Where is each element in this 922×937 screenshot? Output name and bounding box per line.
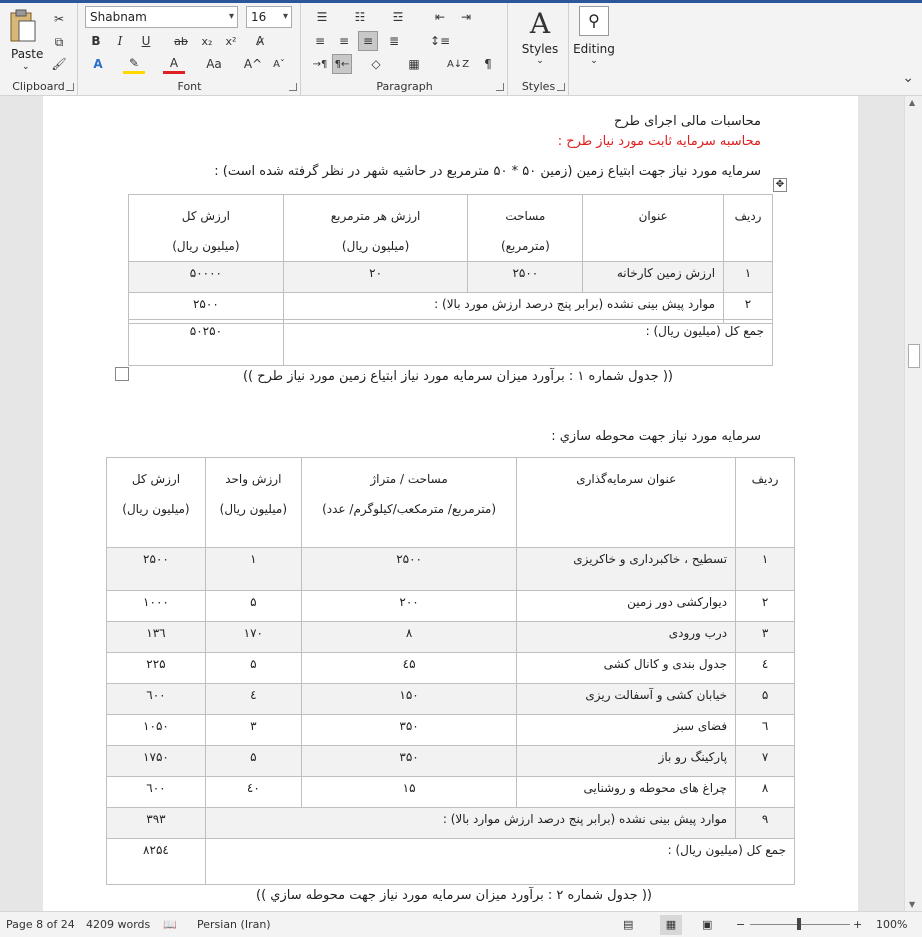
strikethrough-button[interactable]: ab (174, 34, 188, 48)
chevron-down-icon: ⌄ (22, 62, 30, 72)
font-color-icon[interactable]: A (163, 54, 185, 74)
paste-label: Paste (11, 47, 44, 61)
cell: پارکینگ رو باز (517, 746, 736, 777)
zoom-level[interactable]: 100% (876, 918, 908, 931)
cell: ۲ (724, 293, 773, 324)
align-left-icon[interactable]: ≡ (314, 34, 326, 48)
heading-fixed-capital: محاسبه سرمایه ثابت مورد نیاز طرح : (557, 134, 761, 149)
font-group (79, 3, 301, 95)
font-launcher-icon[interactable] (289, 83, 297, 91)
cell: ۷ (736, 746, 795, 777)
line-spacing-icon[interactable]: ↕≡ (429, 34, 451, 48)
highlight-icon[interactable]: ✎ (123, 54, 145, 74)
align-right-icon[interactable]: ≡ (358, 31, 378, 51)
table-row (129, 262, 773, 293)
cell: ارزش زمین کارخانه (583, 262, 724, 293)
borders-icon[interactable]: ▦ (408, 57, 420, 71)
chevron-down-icon: ▾ (282, 11, 288, 22)
table-row (107, 746, 795, 777)
header-cell: ردیف (724, 195, 773, 262)
heading-financial: محاسبات مالی اجرای طرح (614, 114, 761, 129)
cell: موارد پیش بینی نشده (برابر پنج درصد ارزش موارد بالا) : (205, 808, 735, 839)
search-icon: ⚲ (579, 6, 609, 36)
bullets-icon[interactable]: ☰ (316, 10, 328, 24)
cell: ١۰۰۰ (107, 591, 206, 622)
clear-formatting-icon[interactable]: A̷ (255, 34, 265, 48)
cell: ٤۵ (301, 653, 517, 684)
font-size-value: 16 (251, 10, 267, 24)
cell: ١۰۵۰ (107, 715, 206, 746)
table-row (107, 839, 795, 885)
status-bar (0, 911, 922, 937)
shrink-font-icon[interactable]: Aˇ (273, 58, 285, 70)
cell: ۵ (205, 653, 301, 684)
cell: ۲۵۰۰ (468, 262, 583, 293)
cell: ۹ (736, 808, 795, 839)
cell: ٤ (736, 653, 795, 684)
header-cell: ارزش هر مترمربع (میلیون ریال) (283, 195, 468, 262)
cell: ۳ (736, 622, 795, 653)
align-center-icon[interactable]: ≡ (338, 34, 350, 48)
cell: ٦۰۰ (107, 777, 206, 808)
cell: جمع کل (میلیون ریال) : (205, 839, 794, 885)
text-effects-icon[interactable]: A (93, 57, 103, 71)
cell: ۲۰۰ (301, 591, 517, 622)
cell: ١۳٦ (107, 622, 206, 653)
table-row (107, 808, 795, 839)
grow-font-icon[interactable]: A^ (243, 57, 263, 71)
bold-button[interactable]: B (91, 34, 101, 48)
styles-label: Styles (521, 80, 556, 93)
superscript-button[interactable]: x² (225, 34, 237, 48)
table1-caption: (( جدول شماره ١ : برآورد میزان سرمایه مورد نیاز ابتیاع زمین مورد نیاز طرح )) (242, 369, 673, 384)
editing-button-label: Editing (573, 42, 615, 56)
cell: ۸۲۵٤ (107, 839, 206, 885)
cell: ١ (205, 548, 301, 591)
table-row (107, 653, 795, 684)
cell: ۸ (301, 622, 517, 653)
table-row (129, 320, 773, 366)
land-table (128, 194, 773, 324)
italic-button[interactable]: I (117, 34, 123, 48)
underline-button[interactable]: U (141, 34, 151, 48)
paste-icon (8, 7, 38, 45)
cell: ١۷۰ (205, 622, 301, 653)
table-move-handle-icon[interactable]: ✥ (773, 178, 787, 192)
cell: ۵ (205, 591, 301, 622)
editing-button[interactable] (572, 6, 616, 72)
scrollbar-thumb[interactable] (908, 344, 920, 368)
cell: ۲۵۰۰ (107, 548, 206, 591)
multilevel-list-icon[interactable]: ☲ (392, 10, 404, 24)
word-count[interactable]: 4209 words (86, 918, 151, 931)
font-label: Font (177, 80, 202, 93)
header-cell: عنوان (583, 195, 724, 262)
justify-icon[interactable]: ≣ (388, 34, 400, 48)
cell: ۵ (205, 746, 301, 777)
header-cell: مساحت / متراژ (مترمربع/ مترمکعب/کیلوگرم/ عدد) (301, 458, 517, 548)
cell: چراغ های محوطه و روشنایی (517, 777, 736, 808)
header-cell: ارزش واحد (میلیون ریال) (205, 458, 301, 548)
numbering-icon[interactable]: ☷ (354, 10, 366, 24)
cell: موارد پیش بینی نشده (برابر پنج درصد ارزش مورد بالا) : (283, 293, 723, 324)
format-painter-icon[interactable]: 🖌 (51, 57, 67, 71)
change-case-icon[interactable]: Aa (206, 57, 222, 71)
table-row (107, 548, 795, 591)
cell: جدول بندی و کانال کشی (517, 653, 736, 684)
cell: ١۷۵۰ (107, 746, 206, 777)
cell: جمع کل (میلیون ریال) : (283, 320, 772, 366)
cell: ١ (736, 548, 795, 591)
decrease-indent-icon[interactable]: ⇤ (434, 10, 446, 24)
table-row (107, 684, 795, 715)
cell: خیابان کشی و آسفالت ریزی (517, 684, 736, 715)
cell: ٦۰۰ (107, 684, 206, 715)
page-count[interactable]: Page 8 of 24 (6, 918, 75, 931)
sort-icon[interactable]: A↓Z (446, 58, 470, 70)
cell: ٦ (736, 715, 795, 746)
clipboard-group (0, 3, 78, 95)
land-sum-table (128, 319, 773, 366)
table2-caption: (( جدول شماره ۲ : برآورد میزان سرمایه مورد نیاز جهت محوطه سازي )) (256, 888, 652, 903)
cell: ۲۰ (283, 262, 468, 293)
document-area (0, 96, 904, 911)
chevron-down-icon: ⌄ (536, 56, 544, 66)
clipboard-launcher-icon[interactable] (66, 83, 74, 91)
font-size-combo[interactable] (246, 6, 292, 28)
header-cell: ردیف (736, 458, 795, 548)
cell: ۸ (736, 777, 795, 808)
cell: درب ورودی (517, 622, 736, 653)
scroll-up-icon[interactable]: ▲ (909, 98, 916, 107)
table-row (107, 591, 795, 622)
copy-icon[interactable]: ⧉ (54, 34, 64, 49)
cell: ۲۲۵ (107, 653, 206, 684)
document-page[interactable] (43, 96, 858, 911)
paragraph-group (302, 3, 508, 95)
cell: ١۵ (301, 777, 517, 808)
zoom-in-icon[interactable]: + (853, 918, 863, 931)
paragraph-launcher-icon[interactable] (496, 83, 504, 91)
cell: ۳ (205, 715, 301, 746)
rtl-direction-icon[interactable]: ¶← (332, 54, 352, 74)
styles-icon: A (529, 7, 551, 40)
site-sum-table (106, 838, 795, 885)
print-layout-icon[interactable]: ▦ (660, 915, 682, 935)
site-intro-text: سرمایه مورد نیاز جهت محوطه سازي : (551, 429, 761, 444)
cut-icon[interactable]: ✂ (53, 12, 65, 26)
language-status[interactable]: Persian (Iran) (197, 918, 271, 931)
subscript-button[interactable]: x₂ (201, 34, 213, 48)
styles-group (509, 3, 569, 95)
cell: ۵ (736, 684, 795, 715)
cell: ۲۵۰۰ (301, 548, 517, 591)
header-cell: عنوان سرمایه‌گذاری (517, 458, 736, 548)
paragraph-label: Paragraph (376, 80, 433, 93)
vertical-scrollbar[interactable] (904, 96, 922, 911)
zoom-slider-thumb[interactable] (797, 918, 801, 930)
cell: ٤۰ (205, 777, 301, 808)
land-intro-text: سرمایه مورد نیاز جهت ابتیاع زمین (زمین ۵۰ * ۵۰ مترمربع در حاشیه شهر در نظر گرفته شده است) : (214, 164, 761, 179)
font-name-combo[interactable] (85, 6, 238, 28)
ribbon (0, 0, 922, 96)
proofing-icon[interactable]: 📖 (163, 918, 177, 931)
styles-button[interactable] (517, 7, 563, 69)
clipboard-label: Clipboard (12, 80, 65, 93)
ltr-direction-icon[interactable]: →¶ (312, 58, 328, 70)
header-cell: مساحت (مترمربع) (468, 195, 583, 262)
chevron-down-icon: ▾ (228, 11, 234, 22)
table-row (107, 715, 795, 746)
cell: ۲۵۰۰ (129, 293, 284, 324)
cell: ۳۹۳ (107, 808, 206, 839)
cell: ٤ (205, 684, 301, 715)
table-resize-handle[interactable] (115, 367, 129, 381)
cell: فضای سبز (517, 715, 736, 746)
table-row (107, 777, 795, 808)
chevron-down-icon: ⌄ (590, 56, 598, 66)
web-layout-icon[interactable]: ▣ (702, 918, 713, 931)
cell: ١ (724, 262, 773, 293)
read-mode-icon[interactable]: ▤ (623, 918, 634, 931)
cell: ۵۰۰۰۰ (129, 262, 284, 293)
paste-button[interactable] (8, 7, 44, 72)
cell: تسطیح ، خاکبرداری و خاکریزی (517, 548, 736, 591)
font-name-value: Shabnam (90, 10, 147, 24)
zoom-out-icon[interactable]: − (736, 918, 746, 931)
header-cell: ارزش کل (میلیون ریال) (107, 458, 206, 548)
shading-icon[interactable]: ◇ (371, 57, 381, 71)
styles-button-label: Styles (521, 42, 559, 56)
header-cell: ارزش کل (میلیون ریال) (129, 195, 284, 262)
cell: ۲ (736, 591, 795, 622)
site-prep-table (106, 457, 795, 839)
cell: دیوارکشی دور زمین (517, 591, 736, 622)
collapse-ribbon-icon[interactable]: ⌄ (902, 70, 914, 86)
styles-launcher-icon[interactable] (557, 83, 565, 91)
cell: ١۵۰ (301, 684, 517, 715)
cell: ۳۵۰ (301, 746, 517, 777)
increase-indent-icon[interactable]: ⇥ (460, 10, 472, 24)
scroll-down-icon[interactable]: ▼ (909, 900, 916, 909)
cell: ۵۰۲۵۰ (129, 320, 284, 366)
show-formatting-icon[interactable]: ¶ (484, 57, 492, 71)
cell: ۳۵۰ (301, 715, 517, 746)
table-row (107, 622, 795, 653)
